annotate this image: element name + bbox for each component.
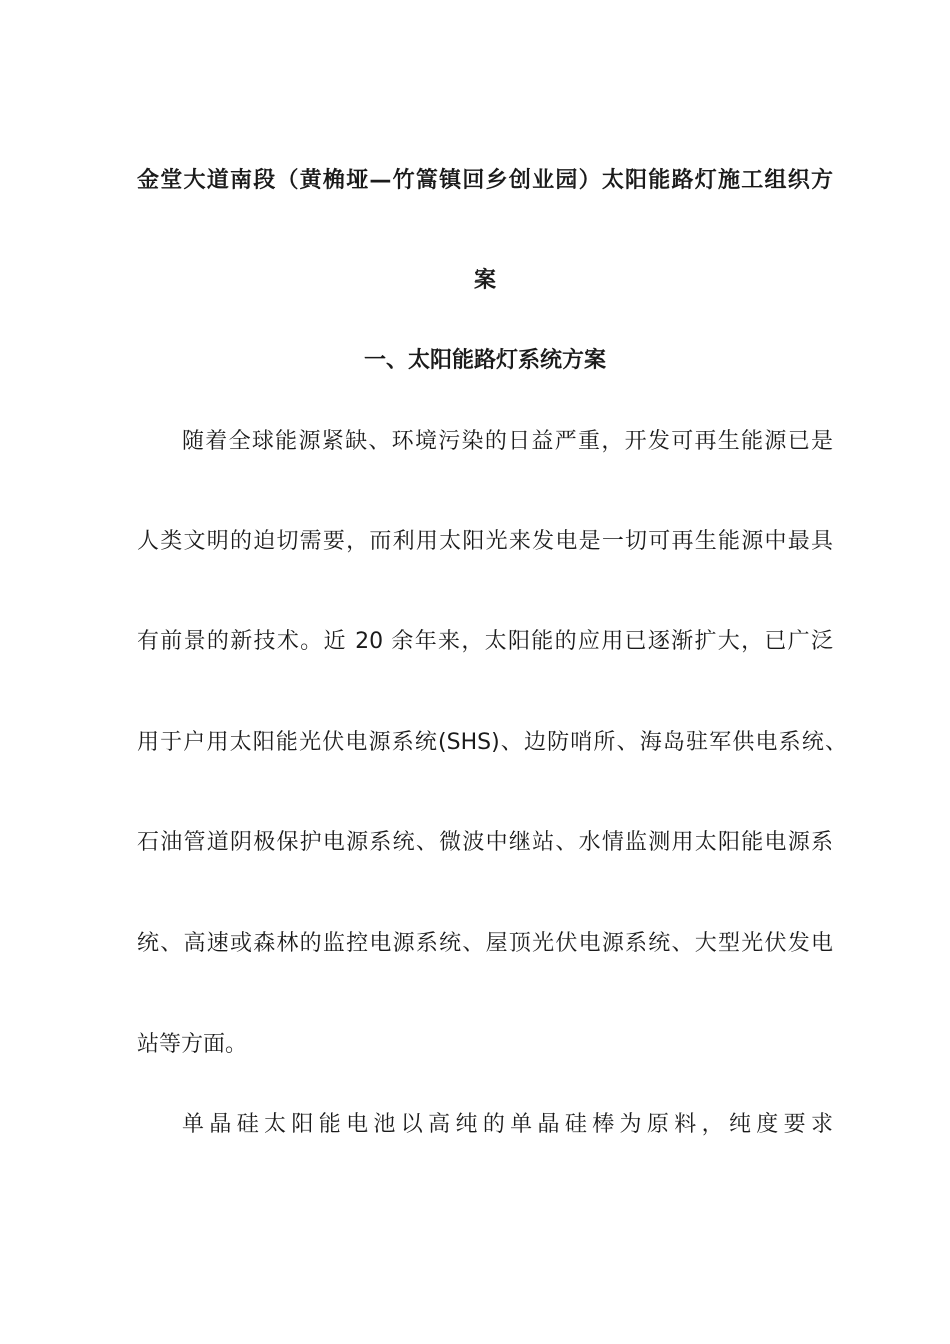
section-heading: 一、太阳能路灯系统方案 [363,348,606,373]
paragraph-1-line-7: 站等方面。 [137,1032,248,1057]
paragraph-1-line-4: 用于户用太阳能光伏电源系统(SHS)、边防哨所、海岛驻军供电系统、 [137,730,847,755]
paragraph-1-line-1: 随着全球能源紧缺、环境污染的日益严重，开发可再生能源已是 [182,429,833,454]
document-title-line-2: 案 [473,268,496,293]
paragraph-1-line-2: 人类文明的迫切需要，而利用太阳光来发电是一切可再生能源中最具 [137,529,833,554]
document-title-line-1: 金堂大道南段（黄桷垭—竹篙镇回乡创业园）太阳能路灯施工组织方 [137,168,833,193]
paragraph-1-line-6: 统、高速或森林的监控电源系统、屋顶光伏电源系统、大型光伏发电 [137,931,833,956]
paragraph-1-line-5: 石油管道阴极保护电源系统、微波中继站、水情监测用太阳能电源系 [137,830,833,855]
paragraph-1-line-3: 有前景的新技术。近 20 余年来，太阳能的应用已逐渐扩大，已广泛 [137,629,833,654]
paragraph-2-line-1: 单晶硅太阳能电池以高纯的单晶硅棒为原料，纯度要求 [182,1112,833,1137]
